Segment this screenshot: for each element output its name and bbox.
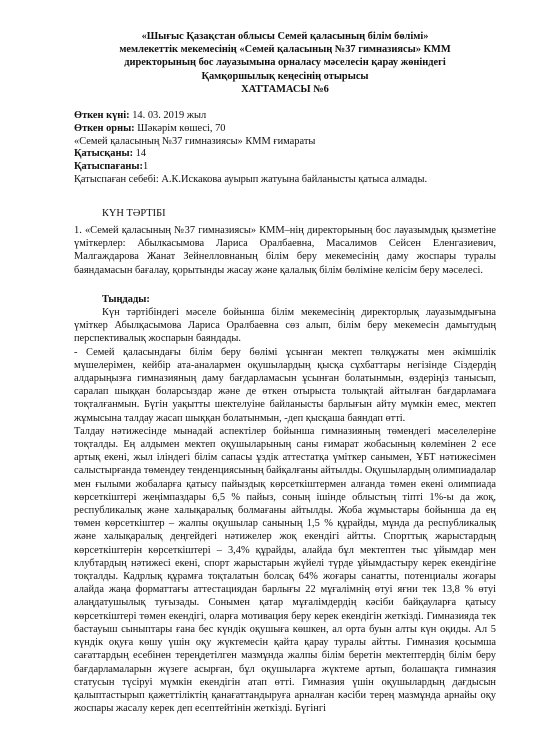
place-label: Өткен орны:	[74, 122, 135, 134]
heard-paragraph-1: Күн тәртібіндегі мәселе бойынша білім мекемесінің директорлық лауазымдығына үміткер Абылқасымова Лариса Оралбаевна сөз алып, білім беру мекемесін дамытудың перспективалық жоспарын баяндады.	[74, 307, 496, 345]
meeting-date	[74, 110, 496, 123]
place-value: Шәкәрім көшесі, 70	[134, 122, 226, 134]
attendees-absent	[74, 161, 496, 174]
absent-label: Қатыспағаны:	[74, 161, 143, 173]
date-label: Өткен күні:	[74, 110, 130, 122]
header-line-4: Қамқоршылық кеңесінің отырысы	[201, 70, 369, 82]
header-line-2: мемлекеттік мекемесінің «Семей қаласының №37 гимназиясы» КММ	[119, 44, 451, 56]
header-line-1: «Шығыс Қазақстан облысы Семей қаласының білім бөлімі»	[141, 31, 429, 42]
heard-title: Тыңдады:	[102, 293, 150, 305]
attendees-present	[74, 148, 496, 161]
absence-reason: Қатыспаған себебі: А.К.Искакова ауырып жатуына байланысты қатыса алмады.	[74, 174, 428, 185]
heard-paragraph-2: - Семей қаласындағы білім беру бөлімі ұсынған мектеп төлқұжаты мен әкімшілік мүшелерімен, кейбір ата-аналармен оқушылардың қысқа сұхбаттары негізінде Сіздердің алдарыңызға гимназияның даму бағдарламасын ұсынған болатынмын, өздеріңіз танысып, саралап шыққан боларсыздар және де өткен отырыста толықтай айтылған бағдарламаға тоқталғанмын. Бүгін уақытты шектелуіне байланысты барлығын айту мүмкін емес, мектеп жұмысына талдау жасап шыққан болатынмын, -деп қысқаша баяндап өтті.	[74, 346, 496, 424]
meeting-place	[74, 123, 496, 136]
absent-value: 1	[142, 161, 149, 173]
meeting-details	[74, 110, 496, 187]
meeting-building: «Семей қаласының №37 гимназиясы» КММ ғимараты	[74, 135, 316, 147]
agenda-title: КҮН ТӘРТІБІ	[102, 207, 166, 219]
date-value: 14. 03. 2019 жыл	[129, 110, 207, 122]
header-line-3: директорының бос лауазымына орналасу мәселесін қарау жөніндегі	[124, 57, 446, 69]
present-label: Қатысқаны:	[74, 148, 134, 160]
protocol-title: ХАТТАМАСЫ №6	[241, 83, 329, 95]
present-value: 14	[133, 148, 147, 160]
agenda-item: 1. «Семей қаласының №37 гимназиясы» КММ–нің директорының бос лауазымдық қызметіне үміткерлер: Абылкасымова Лариса Оралбаевна, Масалимов Сейсен Еленгазиевич, Малгаждарова Жанат Зейнелловнаның білім беру мекемесінің даму жоспары туралы баяндамасын бағалау, қорытынды жасау және қалалық білім бөліміне келісім беру мәселесі.	[74, 225, 496, 276]
heard-paragraph-3: Талдау нәтижесінде мынадай аспектілер бойынша гимназияның төмендегі мәселелеріне тоқталды. Ең алдымен мектеп оқушыларының саны ғимарат жобасының көлемінен 2 есе артық екені, жыл іліндегі білім сапасы ұздік аттестатқа үміткер санымен, ҰБТ нәтижесімен салыстырғанда төмендеу тенденциясының байқалғаны айтылды. Оқушылардың олимпиадалар мен ғылыми жобаларға қатысу пайыздық көрсеткіштермен алғанда төмен екені олимпиада көрсеткіштері жеңімпаздары 6,5 % пайыз, соның ішінде облыстың тіпті 1%-ы да жоқ, республикалық және халықаралық болмағаны айтылды. Жоба жұмыстары бойынша да ең төмен көрсеткіштер – жалпы оқушылар санының 1,5 % құрайды, мұнда да республикалық және халықаралық деңгейдегі нәтижелер жоқ екендігі айтты. Спорттық жарыстардың көрсеткіштерін көрсеткіштері – 3,4% құрайды, алайда бұл мектептен тыс ұйымдар мен клубтардың нәтижесі екені, спорт жарыстарын жүйелі түрде ұйымдастыру керек екендігіне тоқталды. Кадрлық құрамға тоқталатын болсақ 64% жоғары санатты, потенциалы жоғары алайда жаңа форматтағы аттестациядан барлығы 22 мұғалімнің өтуі яғни тек 13,8 % өтуі алаңдатушылық туғызады. Сонымен қатар мұғалімдердің кәсіби байқауларға қатысу көрсеткіштері төмен екендігі, оларға мотивация беру керек екендігін жеткізді. Гимназияда тек бастауыш сыныптары ғана бес күндік оқушыға көшкен, ал орта буын алты күн оқиды. Ал 5 күндік оқуға көшу үшін оқу жүктемесін қайта қарау туралы айтты. Гимназия қосымша сағаттардың есебінен тереңдетілген мазмұнда жалпы білім беретін мектептердің білім беру бағдарламаларын жүзеге асырған, бұл оқушыларға жүктеме артып, болашақта гимназия статусын түсіруі мүмкін екендігін атап өтті. Гимназия үшін оқушылардың дағдысын қалыптастырып қажеттіліктің қанағаттандыруға арналған кәсіби терең мазмұнда арнайы оқу жоспары жасалу керек деп есептейтінін жеткізді. Бүгінгі	[74, 425, 497, 715]
document-header	[74, 30, 496, 96]
